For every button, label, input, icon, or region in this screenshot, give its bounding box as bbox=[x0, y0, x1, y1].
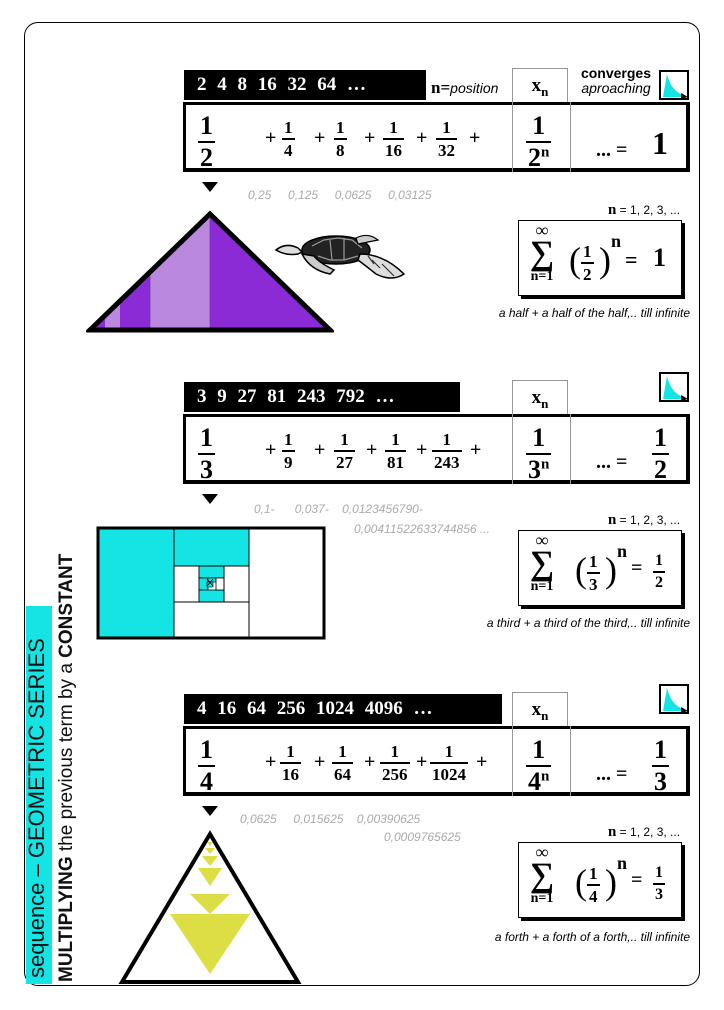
exponent: n bbox=[541, 144, 550, 161]
sequence-bar: 4 16 64 256 1024 4096 … bbox=[184, 694, 502, 724]
n-range bbox=[608, 202, 680, 219]
decimal-value: 0,037- bbox=[294, 502, 329, 516]
fraction-bar bbox=[385, 450, 406, 452]
decimal-value: 0,25 bbox=[248, 188, 272, 202]
converge-corner-icon bbox=[659, 372, 689, 402]
decimal-value: 0,1- bbox=[254, 502, 275, 516]
series-result-fraction bbox=[652, 737, 669, 795]
fraction-bar bbox=[430, 762, 468, 764]
ellipsis: ... bbox=[596, 451, 616, 473]
pointer-arrow bbox=[202, 494, 218, 504]
separator bbox=[570, 102, 571, 172]
series-formula-box bbox=[183, 102, 690, 172]
plus-sign: + bbox=[470, 439, 482, 461]
fraction-bar bbox=[380, 762, 410, 764]
plus-sign: + bbox=[416, 751, 428, 773]
general-term-fraction bbox=[526, 737, 551, 795]
first-term-fraction bbox=[198, 113, 215, 171]
term-fraction bbox=[430, 743, 468, 783]
sigma-lower-bound: n=1 bbox=[530, 269, 554, 284]
fraction-bar bbox=[334, 450, 355, 452]
plus-sign: + bbox=[265, 127, 277, 149]
denominator: 4 bbox=[200, 767, 213, 796]
numerator: 1 bbox=[340, 430, 349, 449]
n-range bbox=[608, 824, 680, 841]
numerator: 1 bbox=[286, 742, 295, 761]
converge-corner-icon bbox=[659, 70, 689, 100]
series-result: 1 bbox=[652, 125, 668, 161]
sigma-lower-bound: n=1 bbox=[530, 891, 554, 906]
x-letter: x bbox=[531, 75, 542, 96]
term-fraction bbox=[385, 431, 406, 471]
denominator: 1024 bbox=[432, 765, 466, 784]
denominator: 3 bbox=[200, 455, 213, 484]
n-letter: n bbox=[608, 824, 617, 840]
exponent: n bbox=[541, 456, 550, 473]
decimal-value: 0,03125 bbox=[388, 188, 432, 202]
decimal-value: 0,0625 bbox=[334, 188, 372, 202]
base: 4 bbox=[528, 767, 541, 796]
decimal-values bbox=[248, 188, 448, 202]
denominator: 4 bbox=[589, 887, 598, 906]
sea-turtle-icon bbox=[272, 226, 410, 288]
sigma-notation bbox=[527, 221, 557, 285]
sum-ratio-fraction bbox=[587, 865, 600, 905]
denominator bbox=[526, 145, 551, 171]
converges-label bbox=[574, 66, 658, 96]
numerator: 1 bbox=[200, 111, 213, 140]
equals-sign: = bbox=[625, 247, 638, 272]
denominator: 16 bbox=[385, 141, 402, 160]
numerator: 1 bbox=[442, 430, 451, 449]
base: 3 bbox=[528, 455, 541, 484]
sidebar-bold-multiplying: MULTIPLYING bbox=[56, 856, 77, 982]
first-term-fraction bbox=[198, 737, 215, 795]
sequence-bar: 3 9 27 81 243 792 … bbox=[184, 382, 460, 412]
first-term-fraction bbox=[198, 425, 215, 483]
series-caption: a half + a half of the half,.. till infinite bbox=[498, 306, 690, 320]
term-fraction bbox=[383, 119, 404, 159]
numerator: 1 bbox=[200, 423, 213, 452]
fraction-bar bbox=[282, 450, 295, 452]
decimal-value: 0,00390625 bbox=[356, 812, 421, 826]
sequence-bar: 2 4 8 16 32 64 … bbox=[184, 70, 426, 100]
term-fraction bbox=[436, 119, 457, 159]
denominator: 9 bbox=[284, 453, 293, 472]
sidebar-bold-constant: CONSTANT bbox=[56, 553, 77, 658]
equals-sign: = bbox=[631, 557, 643, 579]
term-fraction bbox=[332, 743, 353, 783]
fractal-square-icon bbox=[96, 526, 326, 640]
series-result-fraction bbox=[652, 425, 669, 483]
fraction-bar bbox=[332, 762, 353, 764]
n-range bbox=[608, 512, 680, 529]
right-paren: ) bbox=[605, 862, 617, 902]
left-paren: ( bbox=[569, 240, 581, 280]
sidebar-line2 bbox=[52, 553, 82, 986]
fraction-bar bbox=[581, 262, 594, 264]
numerator: 1 bbox=[532, 423, 546, 452]
sum-result-fraction bbox=[653, 553, 665, 591]
sidebar-title bbox=[22, 553, 82, 986]
plus-sign: + bbox=[416, 439, 428, 461]
sum-ratio-fraction bbox=[587, 553, 600, 593]
denominator: 2 bbox=[200, 143, 213, 172]
x-letter: x bbox=[531, 699, 542, 720]
exponent-n: n bbox=[617, 541, 628, 561]
n-letter: n bbox=[608, 512, 617, 528]
plus-sign: + bbox=[265, 751, 277, 773]
infinity-symbol: ∞ bbox=[535, 220, 549, 240]
separator bbox=[570, 726, 571, 796]
plus-sign: + bbox=[469, 127, 481, 149]
term-fraction bbox=[380, 743, 410, 783]
denominator: 3 bbox=[654, 767, 667, 796]
fraction-bar bbox=[653, 883, 665, 885]
numerator: 1 bbox=[589, 552, 598, 571]
numerator: 1 bbox=[655, 864, 663, 881]
denominator: 27 bbox=[336, 453, 353, 472]
separator bbox=[512, 102, 513, 172]
converges-text: converges bbox=[580, 65, 652, 81]
denominator: 243 bbox=[434, 453, 460, 472]
numerator: 1 bbox=[655, 552, 663, 569]
denominator: 8 bbox=[336, 141, 345, 160]
decimal-value: 0,0625 bbox=[240, 812, 277, 826]
exponent-n: n bbox=[611, 231, 622, 251]
sum-formula-box bbox=[518, 220, 682, 296]
sum-formula-box bbox=[518, 530, 682, 606]
numerator: 1 bbox=[589, 864, 598, 883]
numerator: 1 bbox=[532, 735, 546, 764]
numerator: 1 bbox=[391, 430, 400, 449]
approaching-text: aproaching bbox=[581, 80, 651, 96]
xn-header bbox=[512, 380, 568, 416]
denominator: 3 bbox=[589, 575, 598, 594]
fraction-bar bbox=[436, 138, 457, 140]
sierpinski-triangle-icon bbox=[118, 830, 302, 986]
sigma-notation bbox=[527, 531, 557, 595]
sidebar-line1: sequence – GEOMETRIC SERIES bbox=[24, 638, 49, 978]
plus-sign: + bbox=[416, 127, 428, 149]
general-term-fraction bbox=[526, 425, 551, 483]
numerator: 1 bbox=[532, 111, 546, 140]
numerator: 1 bbox=[583, 242, 592, 261]
sum-result: 1 bbox=[653, 243, 666, 272]
xn-header bbox=[512, 692, 568, 728]
n-subscript: n bbox=[541, 83, 549, 99]
n-equals: n= bbox=[431, 78, 451, 97]
position-word: position bbox=[450, 80, 499, 96]
n-position-label bbox=[431, 78, 498, 98]
fraction-bar bbox=[653, 571, 665, 573]
fraction-bar bbox=[587, 884, 600, 886]
separator bbox=[512, 726, 513, 796]
xn-header bbox=[512, 68, 568, 104]
fraction-bar bbox=[587, 572, 600, 574]
general-term-fraction bbox=[526, 113, 551, 171]
numerator: 1 bbox=[390, 742, 399, 761]
fraction-bar bbox=[432, 450, 462, 452]
denominator bbox=[526, 769, 551, 795]
left-paren: ( bbox=[575, 550, 587, 590]
sigma-symbol: ∑ bbox=[529, 545, 555, 582]
denominator bbox=[526, 457, 551, 483]
denominator: 81 bbox=[387, 453, 404, 472]
right-paren: ) bbox=[599, 240, 611, 280]
infinity-symbol: ∞ bbox=[535, 530, 549, 550]
converge-corner-icon bbox=[659, 684, 689, 714]
numerator: 1 bbox=[389, 118, 398, 137]
term-fraction bbox=[282, 119, 295, 159]
series-caption: a forth + a forth of a forth,.. till infinite bbox=[494, 930, 690, 944]
x-letter: x bbox=[531, 387, 542, 408]
term-fraction bbox=[282, 431, 295, 471]
equals-sign: = bbox=[631, 869, 643, 891]
ellipsis: ... bbox=[596, 139, 616, 161]
n-range-values: = 1, 2, 3, ... bbox=[616, 513, 681, 527]
denominator: 3 bbox=[655, 886, 663, 903]
ellipsis: ... bbox=[596, 763, 616, 785]
denominator: 32 bbox=[438, 141, 455, 160]
equals-sign: = bbox=[616, 139, 628, 161]
decimal-values bbox=[240, 812, 420, 826]
numerator: 1 bbox=[442, 118, 451, 137]
separator bbox=[570, 414, 571, 484]
plus-sign: + bbox=[364, 127, 376, 149]
denominator: 4 bbox=[284, 141, 293, 160]
plus-sign: + bbox=[476, 751, 488, 773]
sum-formula-box bbox=[518, 842, 682, 918]
ellipsis-equals bbox=[596, 451, 627, 474]
numerator: 1 bbox=[654, 423, 667, 452]
plus-sign: + bbox=[265, 439, 277, 461]
sigma-lower-bound: n=1 bbox=[530, 579, 554, 594]
n-subscript: n bbox=[541, 707, 549, 723]
denominator: 2 bbox=[654, 455, 667, 484]
numerator: 1 bbox=[338, 742, 347, 761]
sigma-notation bbox=[527, 843, 557, 907]
pointer-arrow bbox=[202, 182, 218, 192]
decimal-values-line2: 0,0009765625 bbox=[384, 830, 461, 844]
plus-sign: + bbox=[366, 439, 378, 461]
numerator: 1 bbox=[200, 735, 213, 764]
denominator: 2 bbox=[655, 574, 663, 591]
exponent-n: n bbox=[617, 853, 628, 873]
series-caption: a third + a third of the third,.. till infinite bbox=[486, 616, 690, 630]
numerator: 1 bbox=[284, 118, 293, 137]
denominator: 256 bbox=[382, 765, 408, 784]
sum-result-fraction bbox=[653, 865, 665, 903]
denominator: 64 bbox=[334, 765, 351, 784]
fraction-bar bbox=[282, 138, 295, 140]
plus-sign: + bbox=[314, 127, 326, 149]
exponent: n bbox=[541, 768, 550, 785]
plus-sign: + bbox=[314, 751, 326, 773]
sum-ratio-fraction bbox=[581, 243, 594, 283]
denominator: 2 bbox=[583, 265, 592, 284]
ellipsis-equals bbox=[596, 763, 627, 786]
ellipsis-equals bbox=[596, 139, 627, 162]
fraction-bar bbox=[280, 762, 301, 764]
n-subscript: n bbox=[541, 395, 549, 411]
base: 2 bbox=[528, 143, 541, 172]
decimal-value: 0,015625 bbox=[293, 812, 344, 826]
fraction-bar bbox=[334, 138, 347, 140]
numerator: 1 bbox=[336, 118, 345, 137]
equals-sign: = bbox=[616, 451, 628, 473]
pointer-arrow bbox=[202, 806, 218, 816]
decimal-values bbox=[254, 502, 423, 516]
numerator: 1 bbox=[654, 735, 667, 764]
separator bbox=[512, 414, 513, 484]
plus-sign: + bbox=[364, 751, 376, 773]
denominator: 16 bbox=[282, 765, 299, 784]
numerator: 1 bbox=[284, 430, 293, 449]
sigma-symbol: ∑ bbox=[529, 857, 555, 894]
term-fraction bbox=[280, 743, 301, 783]
plus-sign: + bbox=[314, 439, 326, 461]
term-fraction bbox=[432, 431, 462, 471]
n-letter: n bbox=[608, 202, 617, 218]
numerator: 1 bbox=[444, 742, 454, 761]
fraction-bar bbox=[383, 138, 404, 140]
sigma-symbol: ∑ bbox=[529, 235, 555, 272]
term-fraction bbox=[334, 119, 347, 159]
decimal-value: 0,125 bbox=[288, 188, 319, 202]
series-formula-box bbox=[183, 414, 690, 484]
sidebar-mid-text: the previous term by a bbox=[56, 657, 77, 857]
decimal-value: 0,0123456790- bbox=[342, 502, 423, 516]
infinity-symbol: ∞ bbox=[535, 842, 549, 862]
series-formula-box bbox=[183, 726, 690, 796]
n-range-values: = 1, 2, 3, ... bbox=[616, 825, 681, 839]
decimal-values-line2: 0,00411522633744856 ... bbox=[354, 522, 490, 536]
equals-sign: = bbox=[616, 763, 628, 785]
term-fraction bbox=[334, 431, 355, 471]
right-paren: ) bbox=[605, 550, 617, 590]
n-range-values: = 1, 2, 3, ... bbox=[616, 203, 681, 217]
left-paren: ( bbox=[575, 862, 587, 902]
